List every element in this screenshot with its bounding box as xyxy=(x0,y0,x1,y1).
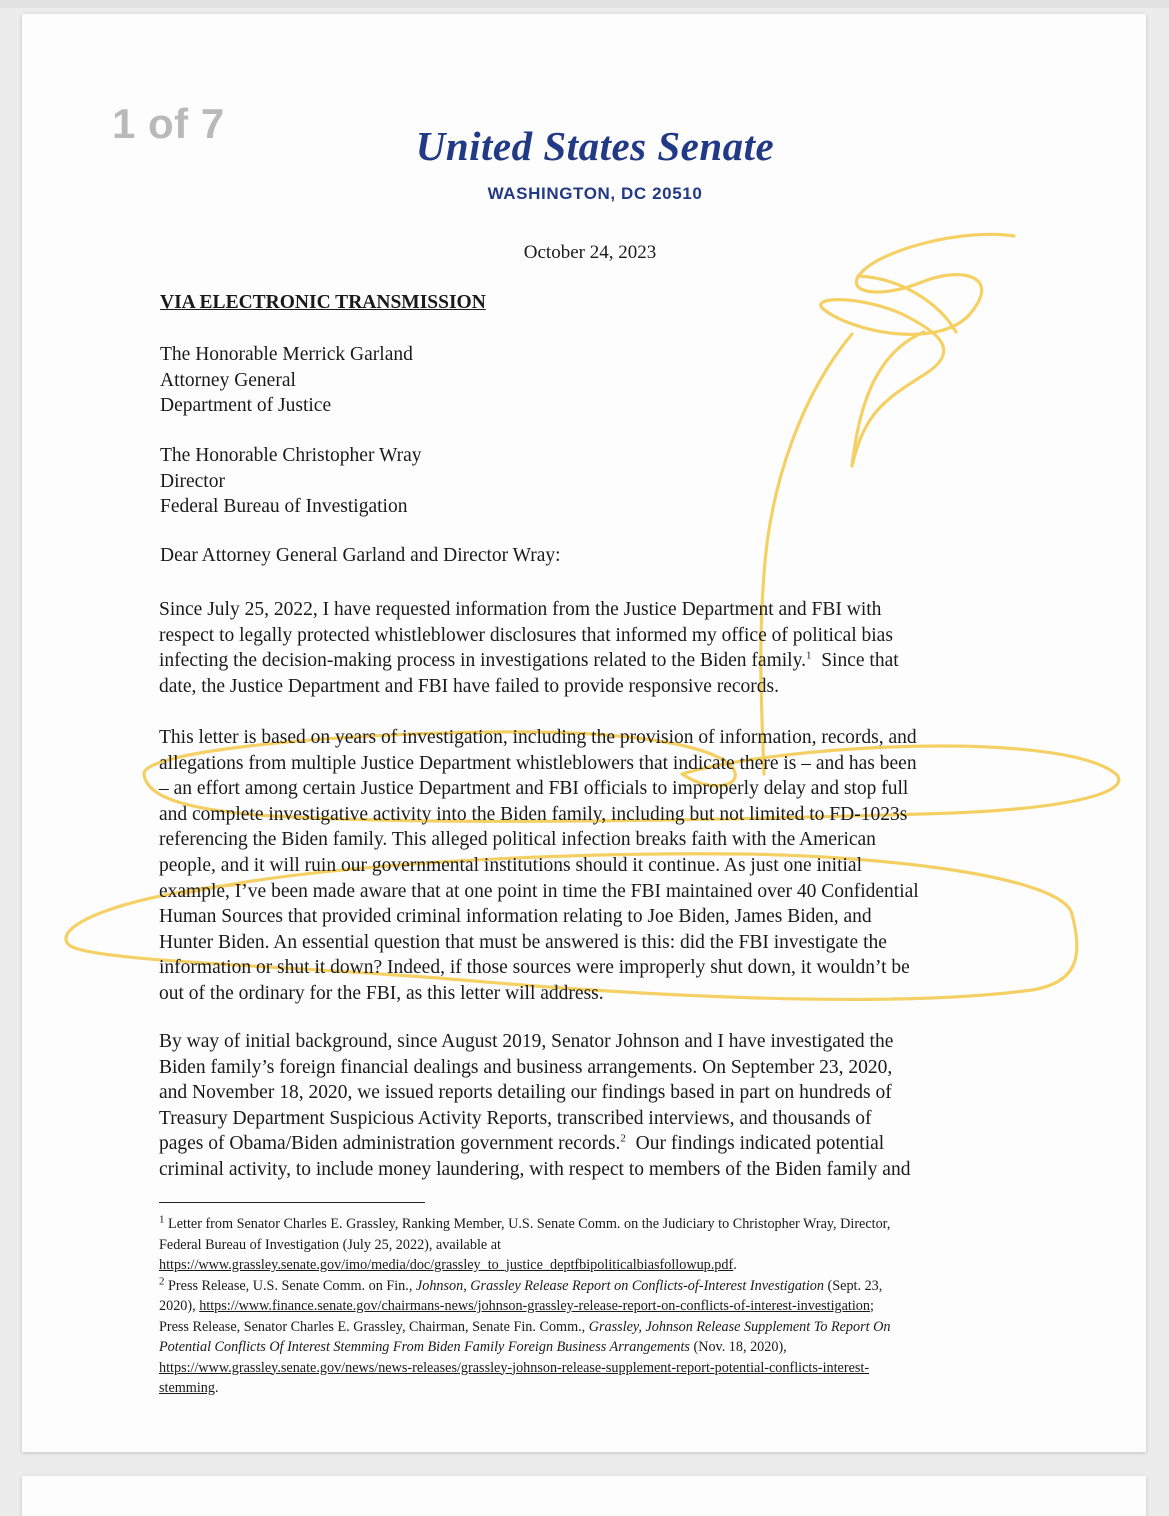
salutation: Dear Attorney General Garland and Director Wray: xyxy=(160,545,561,566)
transmission-heading: VIA ELECTRONIC TRANSMISSION xyxy=(160,292,486,313)
para-line: out of the ordinary for the FBI, as this letter will address. xyxy=(159,982,604,1004)
footnote-2-line: 2020), https://www.finance.senate.gov/chairmans-news/johnson-grassley-release-report-on-conflicts-of-interest-investigation; xyxy=(159,1298,874,1314)
paragraph-3 xyxy=(159,1029,910,1183)
para-line: Since July 25, 2022, I have requested information from the Justice Department and FBI with xyxy=(159,599,882,620)
footnote-1-mark: 1 xyxy=(159,1213,165,1226)
footnote-text: (Sept. 23, xyxy=(824,1277,883,1294)
document-page[interactable] xyxy=(22,14,1146,1452)
para-line: This letter is based on years of investigation, including the provision of information, records, and xyxy=(159,727,917,748)
footnote-2-link-2[interactable]: https://www.grassley.senate.gov/news/news-releases/grassley-johnson-release-supplement-report-potential-conflicts-interest- xyxy=(159,1359,870,1376)
footnote-text: Letter from Senator Charles E. Grassley, Ranking Member, U.S. Senate Comm. on the Judiciary to Christopher Wray, Director, xyxy=(168,1216,891,1232)
footnote-text: Press Release, U.S. Senate Comm. on Fin., xyxy=(168,1277,416,1294)
recipient-block-2 xyxy=(160,443,422,520)
footnote-2-link-2-cont[interactable]: stemming xyxy=(159,1380,215,1396)
para-line-tail: Since that xyxy=(821,650,899,672)
recipient-1-title: Attorney General xyxy=(160,369,296,391)
scribble-mark xyxy=(821,234,1014,466)
para-line: By way of initial background, since August 2019, Senator Johnson and I have investigated the xyxy=(159,1031,894,1052)
recipient-2-title: Director xyxy=(160,470,225,492)
footnote-2-url-line xyxy=(159,1358,890,1379)
letter-date: October 24, 2023 xyxy=(523,242,657,263)
footnote-1-link[interactable]: https://www.grassley.senate.gov/imo/media/doc/grassley_to_justice_deptfbipoliticalbiasfollowup.pdf xyxy=(159,1257,734,1273)
recipient-2-org: Federal Bureau of Investigation xyxy=(160,496,408,517)
para-line: allegations from multiple Justice Department whistleblowers that indicate there is – and has been xyxy=(159,752,917,774)
para-line: information or shut it down? Indeed, if those sources were improperly shut down, it wouldn’t be xyxy=(159,957,910,979)
letterhead-title: United States Senate xyxy=(415,123,775,169)
paragraph-2 xyxy=(159,725,919,1007)
footnote-divider xyxy=(159,1202,425,1203)
footnote-text: Press Release, Senator Charles E. Grassley, Chairman, Senate Fin. Comm., xyxy=(159,1318,589,1335)
para-line: and November 18, 2020, we issued reports detailing our findings based in part on hundreds of xyxy=(159,1082,892,1104)
para-line: respect to legally protected whistleblower disclosures that informed my office of political bias xyxy=(159,624,893,646)
footnote-title: Grassley, Johnson Release Supplement To Report On xyxy=(588,1318,891,1335)
footnote-2-line xyxy=(159,1337,890,1358)
para-line xyxy=(159,1131,910,1157)
footnote-2-mark: 2 xyxy=(159,1274,165,1287)
para-line: criminal activity, to include money laundering, with respect to members of the Biden family and xyxy=(159,1158,911,1180)
para-line: Treasury Department Suspicious Activity Reports, transcribed interviews, and thousands of xyxy=(159,1107,872,1129)
para-line: Hunter Biden. An essential question that must be answered is this: did the FBI investigate the xyxy=(159,931,887,953)
viewer-top-strip xyxy=(0,0,1169,8)
para-line: people, and it will ruin our governmental institutions should it continue. As just one initial xyxy=(159,854,863,876)
paragraph-1 xyxy=(159,597,899,699)
footnotes xyxy=(159,1214,890,1399)
para-line-tail: Our findings indicated potential xyxy=(635,1133,885,1155)
para-line: example, I’ve been made aware that at one point in time the FBI maintained over 40 Confidential xyxy=(159,880,919,902)
footnote-2-link-1[interactable]: https://www.finance.senate.gov/chairmans-news/johnson-grassley-release-report-on-conflicts-of-interest-investigation xyxy=(199,1298,870,1314)
para-line-text: pages of Obama/Biden administration government records. xyxy=(159,1133,621,1155)
footnote-title: Potential Conflicts Of Interest Stemming From Biden Family Foreign Business Arrangements xyxy=(159,1339,690,1355)
connector-stroke xyxy=(761,334,852,774)
page-counter: 1 of 7 xyxy=(112,100,225,147)
recipient-1-name: The Honorable Merrick Garland xyxy=(160,344,413,365)
para-line xyxy=(159,648,899,674)
footnote-mark-1: 1 xyxy=(805,649,812,662)
footnote-2-line xyxy=(159,1276,890,1297)
footnote-1-line xyxy=(159,1214,890,1235)
footnote-2-line xyxy=(159,1317,890,1338)
para-line: referencing the Biden family. This alleged political infection breaks faith with the American xyxy=(159,829,876,851)
footnote-title: Johnson, Grassley Release Report on Conflicts-of-Interest Investigation xyxy=(415,1277,824,1294)
para-line: and complete investigative activity into the Biden family, including but not limited to FD-1023s xyxy=(159,803,908,825)
recipient-2-name: The Honorable Christopher Wray xyxy=(160,445,422,466)
next-page-edge[interactable] xyxy=(22,1476,1146,1516)
footnote-mark-2: 2 xyxy=(620,1132,626,1145)
recipient-block-1 xyxy=(160,342,413,419)
para-line: Biden family’s foreign financial dealings and business arrangements. On September 23, 2020, xyxy=(159,1056,893,1078)
footnote-text: (Nov. 18, 2020), xyxy=(689,1339,787,1355)
para-line: – an effort among certain Justice Department and FBI officials to improperly delay and stop full xyxy=(159,778,909,800)
footnote-1-url-line: https://www.grassley.senate.gov/imo/media/doc/grassley_to_justice_deptfbipoliticalbiasfollowup.pdf. xyxy=(159,1257,737,1273)
para-line-text: infecting the decision-making process in investigations related to the Biden family. xyxy=(159,650,806,672)
para-line: Human Sources that provided criminal information relating to Joe Biden, James Biden, and xyxy=(159,906,872,928)
letterhead-address: WASHINGTON, DC 20510 xyxy=(487,184,703,203)
footnote-2-url-line: stemming. xyxy=(159,1380,219,1396)
recipient-1-org: Department of Justice xyxy=(160,395,332,416)
footnote-1-line: Federal Bureau of Investigation (July 25, 2022), available at xyxy=(159,1236,501,1253)
para-line: date, the Justice Department and FBI have failed to provide responsive records. xyxy=(159,675,780,697)
footnote-text: 2020), xyxy=(159,1298,200,1314)
